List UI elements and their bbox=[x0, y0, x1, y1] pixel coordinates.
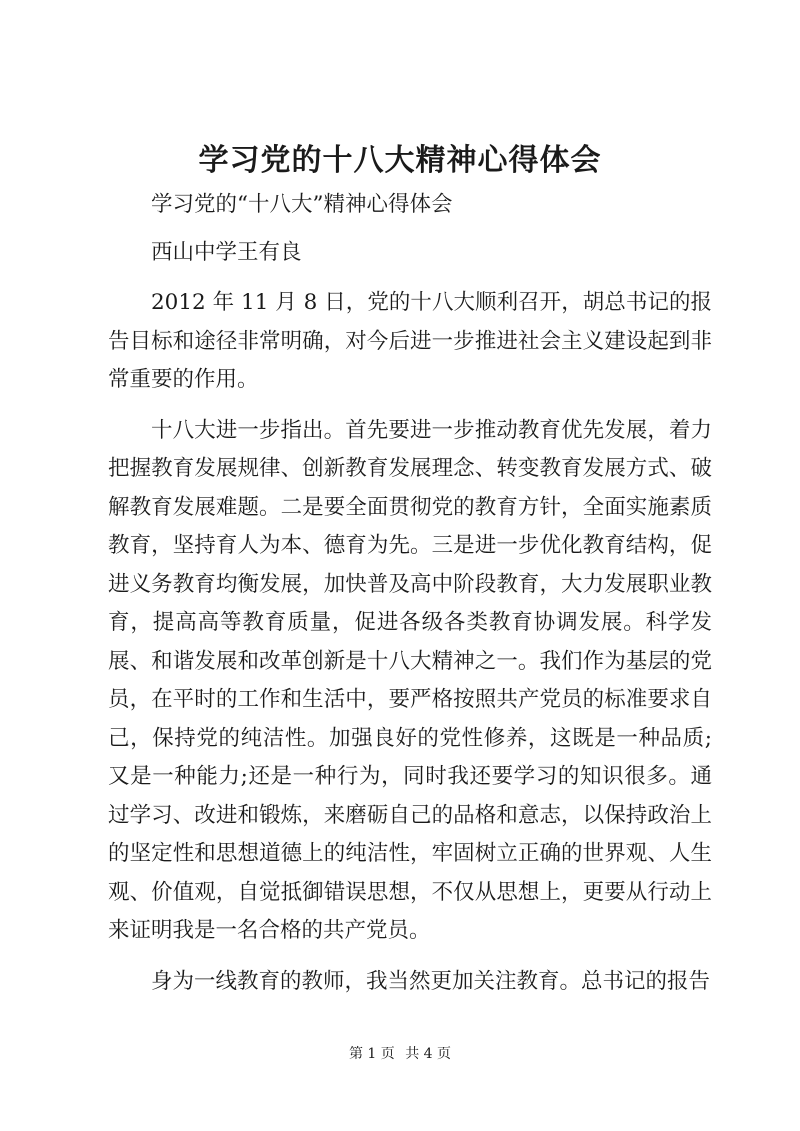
page-footer bbox=[0, 1044, 800, 1064]
document-title: 学习党的十八大精神心得体会 bbox=[198, 143, 602, 178]
body-paragraph: 十八大进一步指出。首先要进一步推动教育优先发展，着力把握教育发展规律、创新教育发展理念、转变教育发展方式、破解教育发展难题。二是要全面贯彻党的教育方针，全面实施素质教育，坚持育人为本、德育为先。三是进一步优化教育结构，促进义务教育均衡发展，加快普及高中阶段教育，大力发展职业教育，提高高等教育质量，促进各级各类教育协调发展。科学发展、和谐发展和改革创新是十八大精神之一。我们作为基层的党员，在平时的工作和生活中，要严格按照共产党员的标准要求自己，保持党的纯洁性。加强良好的党性修养，这既是一种品质;又是一种能力;还是一种行为，同时我还要学习的知识很多。通过学习、改进和锻炼，来磨砺自己的品格和意志，以保持政治上的坚定性和思想道德上的纯洁性，牢固树立正确的世界观、人生观、价值观，自觉抵御错误思想，不仅从思想上，更要从行动上来证明我是一名合格的共产党员。 bbox=[108, 417, 712, 943]
subtitle-paragraph: 学习党的“十八大”精神心得体会 bbox=[151, 192, 453, 217]
body-paragraph: 身为一线教育的教师，我当然更加关注教育。总书记的报告 bbox=[151, 968, 711, 994]
author-paragraph: 西山中学王有良 bbox=[151, 239, 302, 265]
document-body bbox=[108, 186, 712, 1001]
page-number: 第 1 页 bbox=[348, 1046, 395, 1062]
body-paragraph: 2012 年 11 月 8 日，党的十八大顺利召开，胡总书记的报告目标和途径非常明确，对今后进一步推进社会主义建设起到非常重要的作用。 bbox=[108, 290, 712, 392]
page-total: 共 4 页 bbox=[405, 1046, 452, 1062]
